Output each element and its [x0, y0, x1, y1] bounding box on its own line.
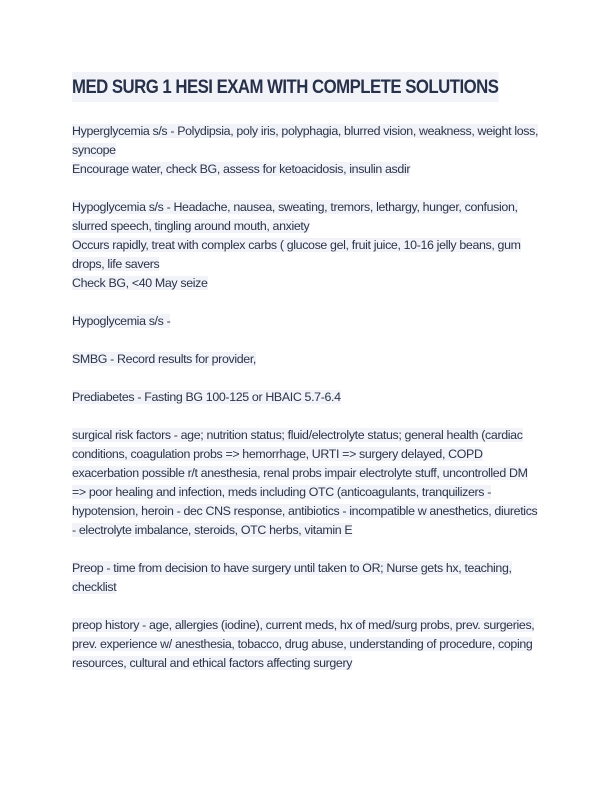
paragraph-surgical-risk-factors — [72, 426, 542, 540]
paragraph-line: Occurs rapidly, treat with complex carbs ( glucose gel, fruit juice, 10-16 jelly beans, gum drops, life savers — [72, 238, 521, 271]
paragraph-line: Encourage water, check BG, assess for ketoacidosis, insulin asdir — [72, 162, 411, 176]
paragraph-line: Hypoglycemia s/s - — [72, 314, 171, 328]
paragraph-line: Prediabetes - Fasting BG 100-125 or HBAIC 5.7-6.4 — [72, 390, 341, 404]
paragraph-preop — [72, 559, 542, 597]
paragraph-prediabetes — [72, 388, 542, 407]
paragraph-line: Check BG, <40 May seize — [72, 276, 208, 290]
paragraph-line: Hyperglycemia s/s - Polydipsia, poly iris, polyphagia, blurred vision, weakness, weight loss, syncope — [72, 124, 539, 157]
paragraph-smbg — [72, 350, 542, 369]
paragraph-line: preop history - age, allergies (iodine), current meds, hx of med/surg probs, prev. surgeries, prev. experience w/ anesthesia, tobacco, drug abuse, understanding of procedure, coping resources, cultural and ethical factors affecting surgery — [72, 618, 535, 670]
document-page — [72, 72, 542, 692]
paragraph-hypoglycemia-short — [72, 312, 542, 331]
document-title: MED SURG 1 HESI EXAM WITH COMPLETE SOLUTIONS — [72, 72, 498, 102]
paragraph-preop-history — [72, 616, 542, 673]
paragraph-line: Hypoglycemia s/s - Headache, nausea, sweating, tremors, lethargy, hunger, confusion, slurred speech, tingling around mouth, anxiety — [72, 200, 518, 233]
paragraph-hypoglycemia — [72, 198, 542, 293]
paragraph-line: surgical risk factors - age; nutrition status; fluid/electrolyte status; general health (cardiac conditions, coagulation probs => hemorrhage, URTI => surgery delayed, COPD exacerbation possible r/t anesthesia, renal probs impair electrolyte stuff, uncontrolled DM => poor healing and infection, meds including OTC (anticoagulants, tranquilizers - hypotension, heroin - dec CNS response, antibiotics - incompatible w anesthetics, diuretics - electrolyte imbalance, steroids, OTC herbs, vitamin E — [72, 428, 538, 537]
paragraph-hyperglycemia — [72, 122, 542, 179]
paragraph-line: Preop - time from decision to have surgery until taken to OR; Nurse gets hx, teaching, checklist — [72, 561, 512, 594]
paragraph-line: SMBG - Record results for provider, — [72, 352, 256, 366]
